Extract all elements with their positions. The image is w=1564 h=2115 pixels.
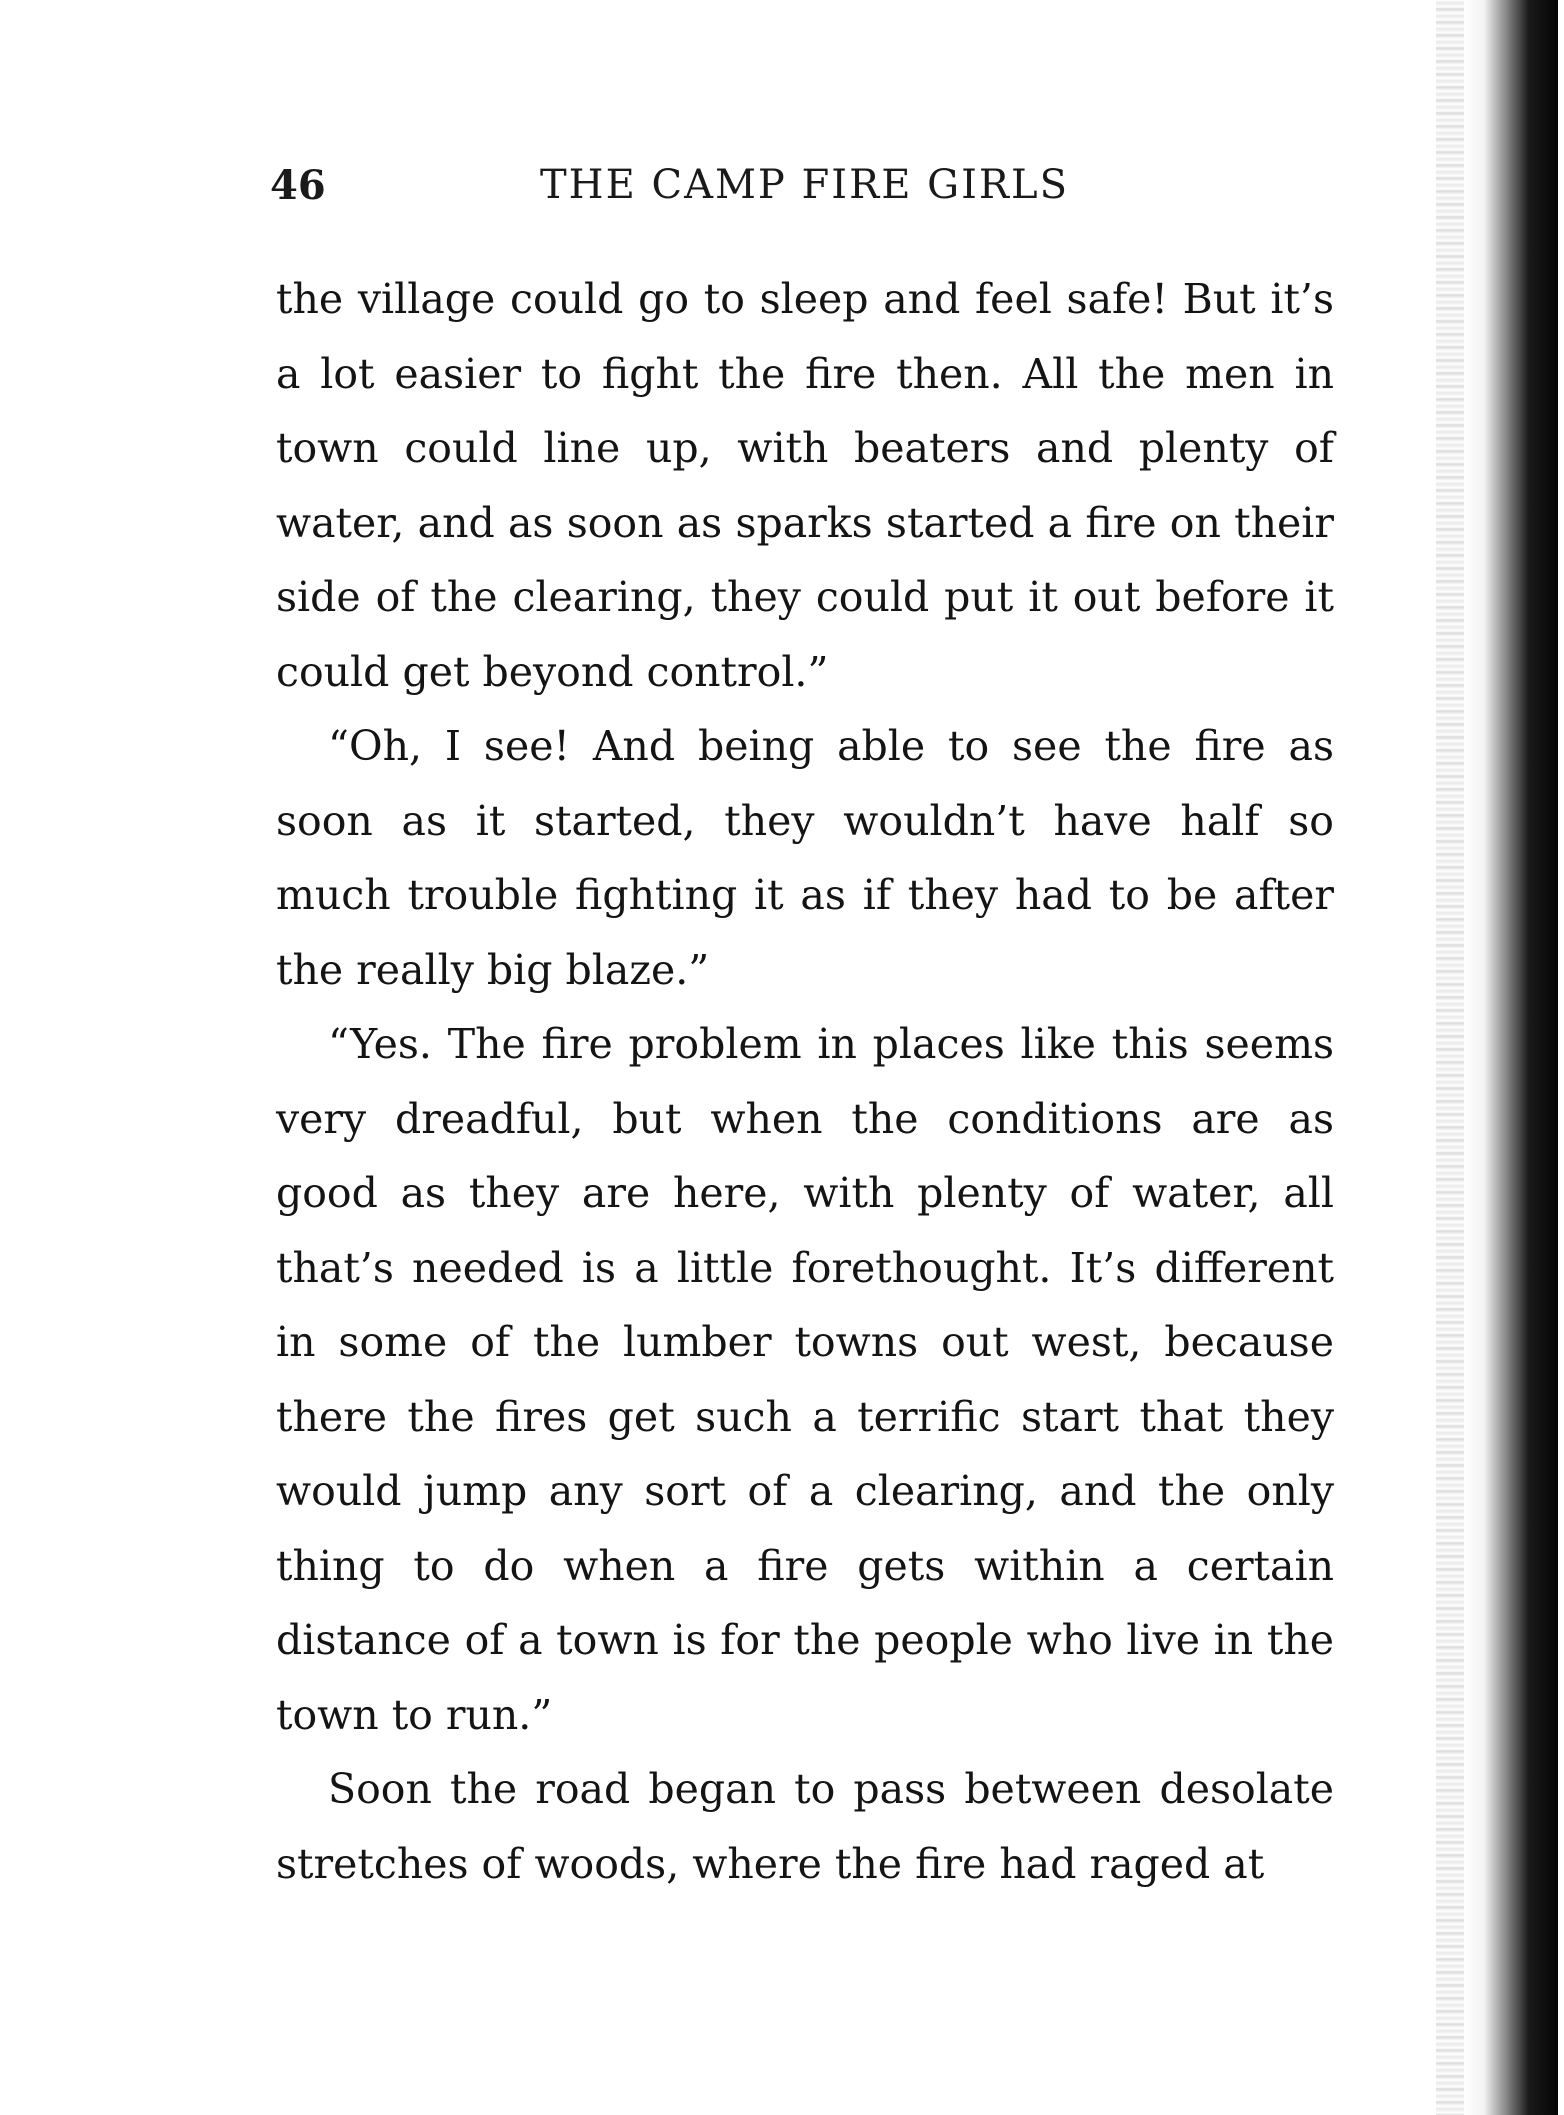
page-number: 46	[270, 162, 326, 209]
scan-border	[1558, 0, 1564, 2115]
paragraph-3: “Yes. The fire problem in places like this seems very dreadful, but when the conditions are as good as they are here, with plenty of water, all that’s needed is a little forethought. It’s different in some of the lumber towns out west, because there the fires get such a terrific start that they would jump any sort of a clearing, and the only thing to do when a fire gets within a certain distance of a town is for the people who live in the town to run.”	[276, 1020, 1334, 1739]
body-text	[276, 262, 1334, 1901]
page-header	[270, 162, 1340, 222]
book-spine-shadow	[1464, 0, 1564, 2115]
paragraph-2: “Oh, I see! And being able to see the fire as soon as it started, they wouldn’t have half so much trouble fighting it as if they had to be after the really big blaze.”	[276, 722, 1334, 994]
paragraph-4: Soon the road began to pass between desolate stretches of woods, where the fire had raged at	[276, 1765, 1334, 1888]
running-head: THE CAMP FIRE GIRLS	[540, 162, 1069, 208]
paragraph-1: the village could go to sleep and feel safe! But it’s a lot easier to fight the fire then. All the men in town could line up, with beaters and plenty of water, and as soon as sparks started a fire on their side of the clearing, they could put it out before it could get beyond control.”	[276, 275, 1334, 696]
page-edge-texture	[1436, 0, 1464, 2115]
